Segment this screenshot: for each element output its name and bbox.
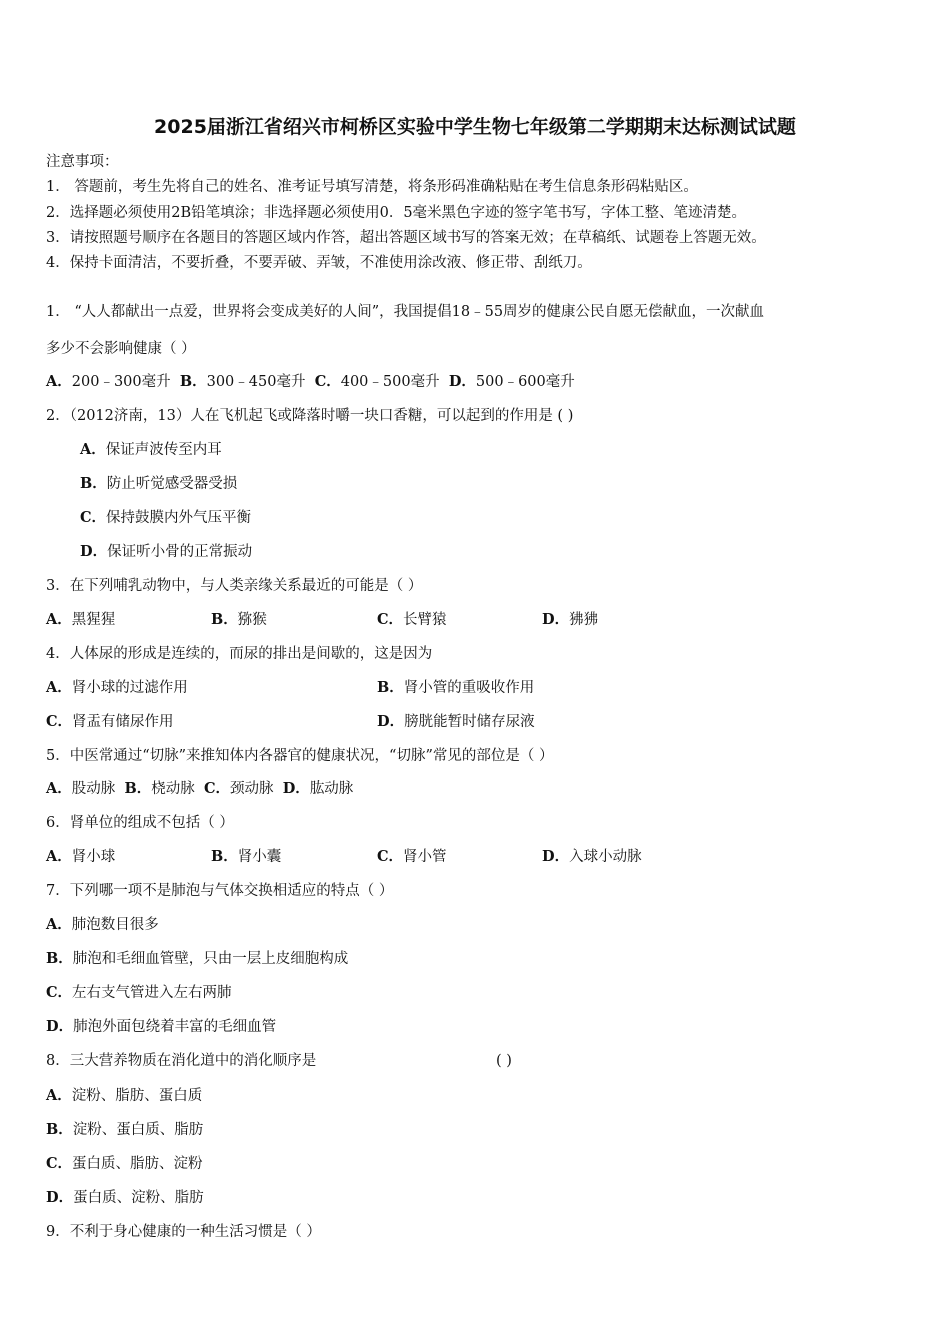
option-letter: B． [46,1121,73,1138]
option-text: 200﹣300毫升 [71,374,171,390]
option-letter: A． [46,679,72,696]
option-letter: C． [46,713,73,730]
option-c [377,847,447,867]
option-text: 淀粉、蛋白质、脂肪 [72,1122,204,1138]
option-letter: C． [46,1155,73,1172]
option-b [211,847,281,867]
option-text: 猕猴 [237,612,267,628]
option-letter: C． [314,373,341,390]
question-1-stem: 1． “人人都献出一点爱，世界将会变成美好的人间”，我国提倡18﹣55周岁的健康公民自愿无偿献血，一次献血 [46,304,765,320]
option-text: 蛋白质、淀粉、脂肪 [73,1190,204,1206]
option-text: 长臂猿 [403,612,447,628]
option-letter: B． [211,848,238,865]
option-letter: C． [80,509,107,526]
option-text: 股动脉 [71,781,116,797]
option-a [46,678,188,698]
option-letter: C． [377,848,404,865]
option-text: 蛋白质、脂肪、淀粉 [72,1156,203,1172]
option-letter: B． [124,780,152,797]
option-letter: D． [377,713,405,730]
option-letter: B． [377,679,404,696]
question-7-option-c [46,983,232,1003]
option-c [377,610,447,630]
option-text: 300﹣450毫升 [206,374,306,390]
question-3-stem: 3．在下列哺乳动物中，与人类亲缘关系最近的可能是（ ） [46,578,423,594]
option-text: 肺泡外面包绕着丰富的毛细血管 [73,1019,277,1035]
option-text: 肾小管的重吸收作用 [403,680,535,696]
option-letter: A． [46,611,72,628]
option-text: 黑猩猩 [71,612,116,628]
option-letter: C． [377,611,404,628]
question-6-options [46,847,906,867]
option-letter: D． [542,611,570,628]
option-letter: A． [46,373,72,390]
question-8-option-b [46,1120,203,1140]
option-letter: A． [46,780,72,797]
option-text: 淀粉、脂肪、蛋白质 [71,1088,203,1104]
option-d [542,610,598,630]
question-7-option-d [46,1017,276,1037]
option-text: 膀胱能暂时储存尿液 [404,714,535,730]
option-letter: B． [80,475,107,492]
question-7-option-b [46,949,348,969]
option-letter: A． [46,1087,72,1104]
question-2-option-c [80,508,251,528]
option-text: 肺泡数目很多 [71,917,159,933]
option-text: 肱动脉 [309,781,354,797]
option-letter: A． [46,848,72,865]
notice-item: 2．选择题必须使用2B铅笔填涂；非选择题必须使用0．5毫米黑色字迹的签字笔书写，字体工整、笔迹清楚。 [46,205,747,221]
option-text: 肾小球的过滤作用 [71,680,188,696]
question-5-options [46,779,353,799]
option-text: 400﹣500毫升 [340,374,440,390]
notice-item: 3．请按照题号顺序在各题目的答题区域内作答，超出答题区域书写的答案无效；在草稿纸、试题卷上答题无效。 [46,230,766,246]
notice-item: 4．保持卡面清洁，不要折叠，不要弄破、弄皱，不准使用涂改液、修正带、刮纸刀。 [46,255,592,271]
option-text: 保持鼓膜内外气压平衡 [106,510,252,526]
option-letter: D． [46,1189,74,1206]
option-letter: D． [448,373,476,390]
option-text: 防止听觉感受器受损 [106,476,238,492]
question-1-stem-cont: 多少不会影响健康（ ） [46,341,196,357]
option-d [377,712,535,732]
question-4-options-row2 [46,712,906,732]
option-letter: C． [46,984,73,1001]
question-9-stem: 9．不利于身心健康的一种生活习惯是（ ） [46,1224,321,1240]
question-8-answer-paren: ( ) [496,1053,512,1069]
option-letter: D． [282,780,310,797]
option-letter: C． [203,780,231,797]
option-text: 肾盂有储尿作用 [72,714,174,730]
question-8-stem: 8．三大营养物质在消化道中的消化顺序是 [46,1053,317,1069]
question-4-options-row1 [46,678,906,698]
question-8-option-d [46,1188,204,1208]
option-a [46,847,115,867]
question-2-stem: 2．（2012济南，13）人在飞机起飞或降落时嚼一块口香糖，可以起到的作用是 ( ) [46,408,574,424]
option-text: 颈动脉 [230,781,274,797]
question-2-option-b [80,474,237,494]
option-letter: B． [179,373,207,390]
option-letter: B． [211,611,238,628]
option-letter: D． [542,848,570,865]
question-7-option-a [46,915,159,935]
option-text: 狒狒 [569,612,599,628]
option-text: 肾小球 [71,849,116,865]
option-letter: A． [46,916,72,933]
option-letter: D． [80,543,108,560]
question-1-options [46,372,575,392]
option-letter: D． [46,1018,74,1035]
option-a [46,610,115,630]
question-4-stem: 4．人体尿的形成是连续的，而尿的排出是间歇的，这是因为 [46,646,433,662]
option-b [377,678,534,698]
question-3-options [46,610,906,630]
notice-item: 1． 答题前，考生先将自己的姓名、准考证号填写清楚，将条形码准确粘贴在考生信息条形码粘贴区。 [46,179,698,195]
question-2-option-d [80,542,252,562]
option-text: 肾小管 [403,849,447,865]
option-text: 500﹣600毫升 [475,374,575,390]
option-d [542,847,642,867]
option-text: 保证听小骨的正常振动 [107,544,253,560]
option-text: 保证声波传至内耳 [105,442,222,458]
question-2-option-a [80,440,222,460]
option-text: 左右支气管进入左右两肺 [72,985,232,1001]
question-5-stem: 5．中医常通过“切脉”来推知体内各器官的健康状况，“切脉”常见的部位是（ ） [46,748,554,764]
option-c [46,712,174,732]
option-text: 入球小动脉 [569,849,642,865]
option-text: 肺泡和毛细血管壁，只由一层上皮细胞构成 [72,951,349,967]
option-letter: B． [46,950,73,967]
notice-heading: 注意事项： [46,154,119,170]
option-text: 肾小囊 [237,849,282,865]
question-6-stem: 6．肾单位的组成不包括（ ） [46,815,234,831]
page-title: 2025届浙江省绍兴市柯桥区实验中学生物七年级第二学期期末达标测试试题 [154,116,796,138]
option-b [211,610,267,630]
question-7-stem: 7．下列哪一项不是肺泡与气体交换相适应的特点（ ） [46,883,394,899]
question-8-option-c [46,1154,203,1174]
option-text: 桡动脉 [151,781,195,797]
option-letter: A． [80,441,106,458]
question-8-option-a [46,1086,202,1106]
